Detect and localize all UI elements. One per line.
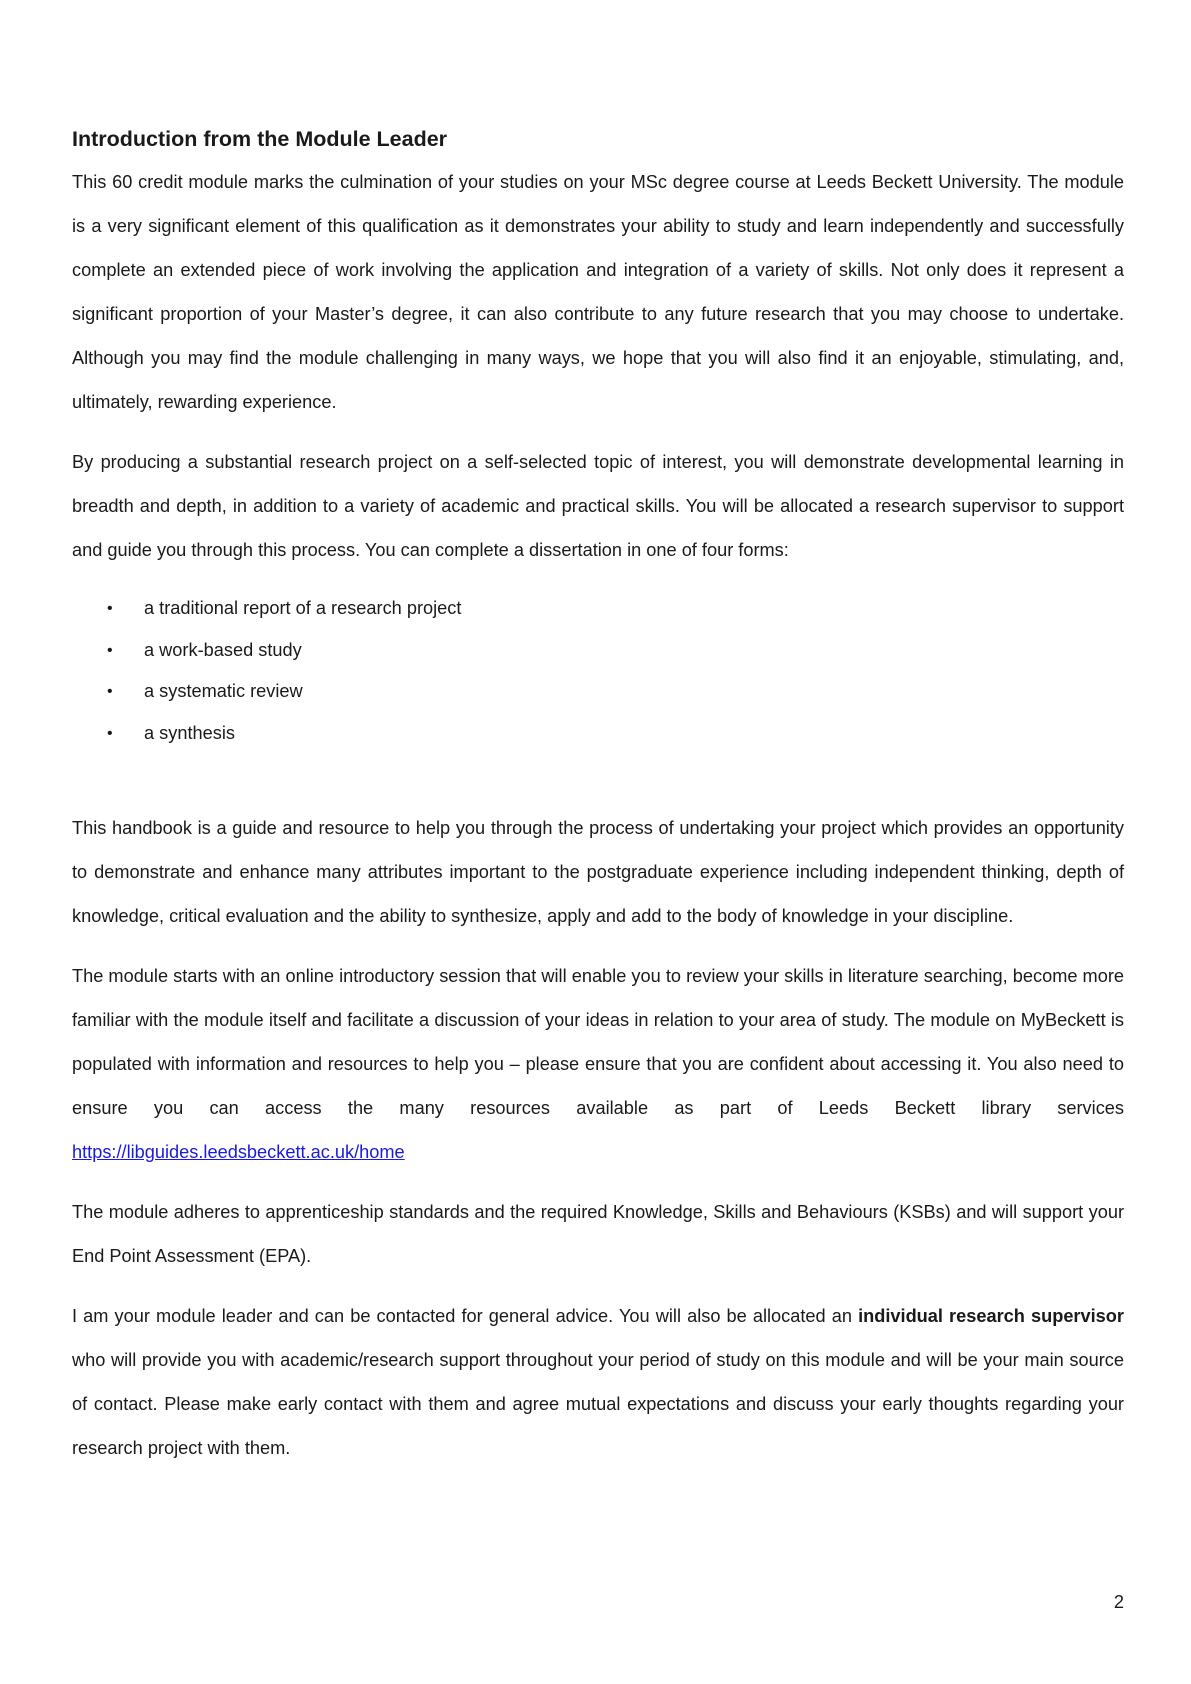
section-heading: Introduction from the Module Leader <box>72 127 448 151</box>
library-services-link[interactable]: https://libguides.leedsbeckett.ac.uk/home <box>72 1142 405 1162</box>
list-item: • a work-based study <box>72 630 1124 672</box>
list-item: • a traditional report of a research project <box>72 588 1124 630</box>
spacer <box>72 754 1124 806</box>
bullet-icon: • <box>107 724 113 742</box>
list-item: • a systematic review <box>72 671 1124 713</box>
paragraph-module-start-text: The module starts with an online introductory session that will enable you to review your skills in literature searching, become more familiar with the module itself and facilitate a discussion of your ideas in relation to your area of study. The module on MyBeckett is populated with information and resources to help you – please ensure that you are confident about accessing it. You also need to ensure you can access the many resources available as part of Leeds Beckett library services <box>72 966 1124 1118</box>
paragraph-handbook: This handbook is a guide and resource to help you through the process of undertaking your project which provides an opportunity to demonstrate and enhance many attributes important to the postgraduate experience including independent thinking, depth of knowledge, critical evaluation and the ability to synthesize, apply and add to the body of knowledge in your discipline. <box>72 818 1124 926</box>
paragraph-introduction: This 60 credit module marks the culmination of your studies on your MSc degree course at Leeds Beckett University. The module is a very significant element of this qualification as it demonstrates your ability to study and learn independently and successfully complete an extended piece of work involving the application and integration of a variety of skills. Not only does it represent a significant proportion of your Master’s degree, it can also contribute to any future research that you may choose to undertake. Although you may find the module challenging in many ways, we hope that you will also find it an enjoyable, stimulating, and, ultimately, rewarding experience. <box>72 172 1124 412</box>
document-body <box>72 124 1124 1486</box>
paragraph-module-start <box>72 954 1124 1174</box>
paragraph-apprenticeship: The module adheres to apprenticeship standards and the required Knowledge, Skills and Behaviours (KSBs) and will support your End Point Assessment (EPA). <box>72 1202 1124 1266</box>
bullet-icon: • <box>107 641 113 659</box>
paragraph-research-project: By producing a substantial research project on a self-selected topic of interest, you will demonstrate developmental learning in breadth and depth, in addition to a variety of academic and practical skills. You will be allocated a research supervisor to support and guide you through this process. You can complete a dissertation in one of four forms: <box>72 452 1124 560</box>
page-number: 2 <box>1113 1592 1124 1612</box>
bullet-icon: • <box>107 683 113 700</box>
list-item: • a synthesis <box>72 713 1124 755</box>
supervisor-emphasis: individual research supervisor <box>858 1306 1124 1326</box>
bullet-icon: • <box>107 600 113 617</box>
dissertation-forms-list <box>72 588 1124 754</box>
paragraph-module-leader: I am your module leader and can be contacted for general advice. You will also be allocated an individual research supervisor who will provide you with academic/research support throughout your period of study on this module and will be your main source of contact. Please make early contact with them and agree mutual expectations and discuss your early thoughts regarding your research project with them. <box>72 1306 1124 1458</box>
